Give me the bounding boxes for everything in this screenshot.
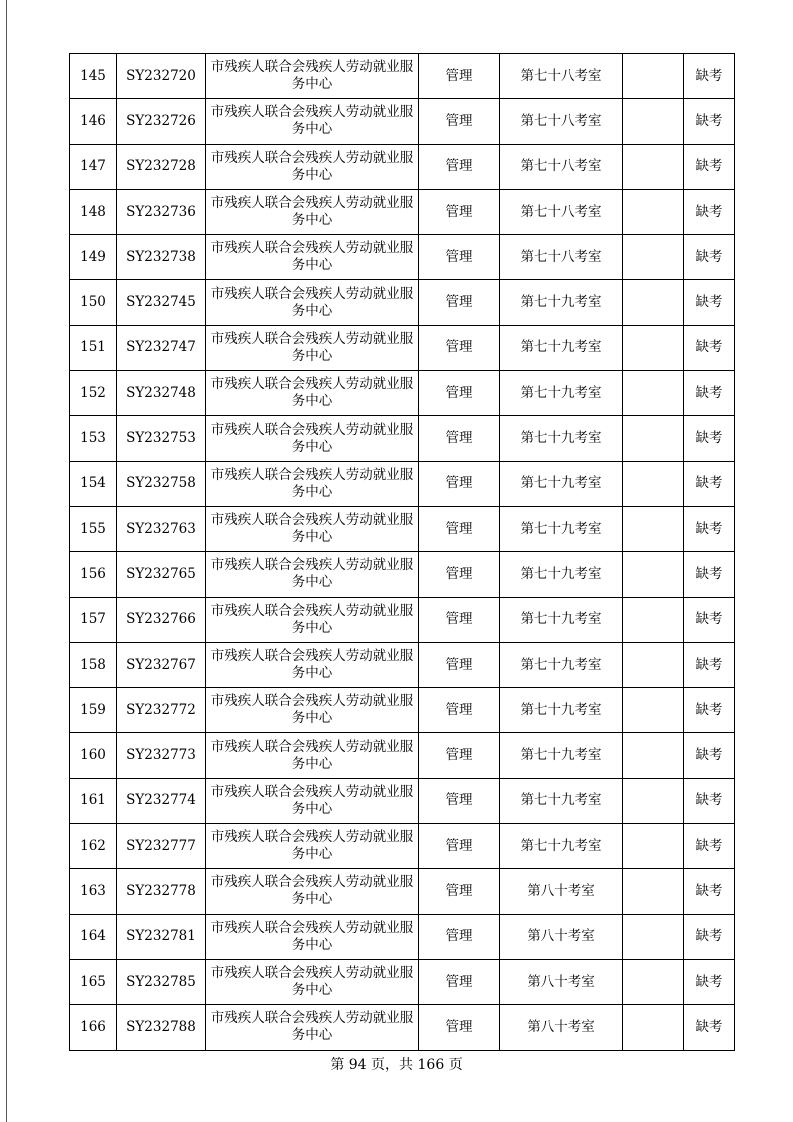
cell-unit: 市残疾人联合会残疾人劳动就业服务中心 [206,1005,419,1050]
cell-status: 缺考 [684,506,735,551]
cell-category: 管理 [419,688,500,733]
cell-exam-room: 第七十八考室 [500,54,623,99]
cell-score [623,914,684,959]
cell-candidate-id: SY232748 [117,371,206,416]
cell-candidate-id: SY232736 [117,189,206,234]
cell-candidate-id: SY232747 [117,325,206,370]
cell-candidate-id: SY232726 [117,99,206,144]
cell-score [623,280,684,325]
table-row [70,325,735,370]
cell-unit: 市残疾人联合会残疾人劳动就业服务中心 [206,778,419,823]
table-row [70,552,735,597]
cell-category: 管理 [419,959,500,1004]
cell-number: 157 [70,597,117,642]
cell-exam-room: 第八十考室 [500,914,623,959]
cell-score [623,416,684,461]
table-row [70,99,735,144]
cell-score [623,461,684,506]
cell-unit: 市残疾人联合会残疾人劳动就业服务中心 [206,371,419,416]
cell-exam-room: 第七十九考室 [500,824,623,869]
table-row [70,778,735,823]
cell-number: 145 [70,54,117,99]
table-row [70,144,735,189]
cell-category: 管理 [419,371,500,416]
cell-exam-room: 第七十九考室 [500,778,623,823]
cell-number: 153 [70,416,117,461]
cell-number: 152 [70,371,117,416]
cell-candidate-id: SY232778 [117,869,206,914]
table-row [70,54,735,99]
cell-exam-room: 第七十九考室 [500,733,623,778]
cell-category: 管理 [419,416,500,461]
cell-status: 缺考 [684,733,735,778]
cell-candidate-id: SY232781 [117,914,206,959]
cell-category: 管理 [419,869,500,914]
cell-candidate-id: SY232758 [117,461,206,506]
footer-suffix: 页 [448,1057,463,1073]
cell-number: 154 [70,461,117,506]
cell-status: 缺考 [684,461,735,506]
cell-unit: 市残疾人联合会残疾人劳动就业服务中心 [206,144,419,189]
cell-exam-room: 第八十考室 [500,869,623,914]
cell-number: 166 [70,1005,117,1050]
cell-exam-room: 第七十九考室 [500,461,623,506]
cell-number: 151 [70,325,117,370]
cell-number: 162 [70,824,117,869]
cell-number: 148 [70,189,117,234]
table-body [70,54,735,1051]
cell-number: 161 [70,778,117,823]
cell-category: 管理 [419,914,500,959]
cell-exam-room: 第七十九考室 [500,416,623,461]
cell-category: 管理 [419,506,500,551]
cell-exam-room: 第七十九考室 [500,688,623,733]
cell-category: 管理 [419,824,500,869]
cell-score [623,99,684,144]
cell-score [623,869,684,914]
cell-score [623,959,684,1004]
cell-candidate-id: SY232773 [117,733,206,778]
cell-status: 缺考 [684,280,735,325]
cell-status: 缺考 [684,914,735,959]
cell-unit: 市残疾人联合会残疾人劳动就业服务中心 [206,733,419,778]
cell-exam-room: 第七十八考室 [500,99,623,144]
cell-status: 缺考 [684,1005,735,1050]
cell-number: 158 [70,642,117,687]
cell-unit: 市残疾人联合会残疾人劳动就业服务中心 [206,416,419,461]
cell-category: 管理 [419,778,500,823]
cell-category: 管理 [419,325,500,370]
cell-status: 缺考 [684,552,735,597]
cell-number: 159 [70,688,117,733]
cell-candidate-id: SY232772 [117,688,206,733]
cell-score [623,54,684,99]
table-row [70,280,735,325]
footer-page-number: 94 [348,1057,367,1073]
cell-status: 缺考 [684,235,735,280]
cell-unit: 市残疾人联合会残疾人劳动就业服务中心 [206,959,419,1004]
cell-category: 管理 [419,642,500,687]
cell-score [623,778,684,823]
cell-status: 缺考 [684,869,735,914]
cell-number: 164 [70,914,117,959]
table-row [70,1005,735,1050]
cell-unit: 市残疾人联合会残疾人劳动就业服务中心 [206,235,419,280]
cell-unit: 市残疾人联合会残疾人劳动就业服务中心 [206,642,419,687]
cell-status: 缺考 [684,371,735,416]
footer-mid: 页，共 [371,1057,414,1073]
cell-unit: 市残疾人联合会残疾人劳动就业服务中心 [206,99,419,144]
cell-candidate-id: SY232765 [117,552,206,597]
table-row [70,642,735,687]
cell-exam-room: 第七十九考室 [500,597,623,642]
table-row [70,189,735,234]
footer-total-pages: 166 [417,1057,445,1073]
cell-number: 155 [70,506,117,551]
cell-candidate-id: SY232774 [117,778,206,823]
cell-candidate-id: SY232766 [117,597,206,642]
cell-score [623,552,684,597]
cell-candidate-id: SY232788 [117,1005,206,1050]
cell-number: 165 [70,959,117,1004]
cell-candidate-id: SY232720 [117,54,206,99]
cell-score [623,506,684,551]
cell-status: 缺考 [684,824,735,869]
cell-candidate-id: SY232777 [117,824,206,869]
cell-candidate-id: SY232763 [117,506,206,551]
cell-unit: 市残疾人联合会残疾人劳动就业服务中心 [206,189,419,234]
cell-number: 147 [70,144,117,189]
cell-unit: 市残疾人联合会残疾人劳动就业服务中心 [206,914,419,959]
table-row [70,506,735,551]
table-row [70,824,735,869]
cell-score [623,144,684,189]
cell-score [623,597,684,642]
cell-category: 管理 [419,99,500,144]
cell-status: 缺考 [684,54,735,99]
cell-candidate-id: SY232738 [117,235,206,280]
cell-number: 156 [70,552,117,597]
cell-candidate-id: SY232753 [117,416,206,461]
cell-status: 缺考 [684,959,735,1004]
cell-status: 缺考 [684,144,735,189]
cell-category: 管理 [419,461,500,506]
cell-number: 160 [70,733,117,778]
cell-status: 缺考 [684,99,735,144]
cell-number: 163 [70,869,117,914]
table-row [70,733,735,778]
cell-exam-room: 第七十九考室 [500,280,623,325]
table-row [70,416,735,461]
cell-candidate-id: SY232785 [117,959,206,1004]
cell-score [623,688,684,733]
cell-status: 缺考 [684,325,735,370]
cell-unit: 市残疾人联合会残疾人劳动就业服务中心 [206,688,419,733]
cell-unit: 市残疾人联合会残疾人劳动就业服务中心 [206,461,419,506]
cell-exam-room: 第八十考室 [500,959,623,1004]
results-table [69,53,735,1051]
cell-number: 149 [70,235,117,280]
cell-category: 管理 [419,597,500,642]
cell-score [623,325,684,370]
cell-unit: 市残疾人联合会残疾人劳动就业服务中心 [206,552,419,597]
cell-score [623,642,684,687]
table-row [70,235,735,280]
cell-unit: 市残疾人联合会残疾人劳动就业服务中心 [206,54,419,99]
cell-category: 管理 [419,144,500,189]
cell-candidate-id: SY232728 [117,144,206,189]
cell-exam-room: 第七十九考室 [500,642,623,687]
cell-number: 146 [70,99,117,144]
cell-category: 管理 [419,235,500,280]
table-row [70,959,735,1004]
page-edge-rule [6,0,7,1122]
cell-status: 缺考 [684,778,735,823]
cell-status: 缺考 [684,642,735,687]
table-row [70,597,735,642]
cell-exam-room: 第八十考室 [500,1005,623,1050]
table-row [70,461,735,506]
cell-exam-room: 第七十八考室 [500,189,623,234]
cell-exam-room: 第七十九考室 [500,325,623,370]
cell-unit: 市残疾人联合会残疾人劳动就业服务中心 [206,280,419,325]
cell-unit: 市残疾人联合会残疾人劳动就业服务中心 [206,325,419,370]
cell-exam-room: 第七十八考室 [500,235,623,280]
cell-score [623,371,684,416]
cell-category: 管理 [419,189,500,234]
cell-exam-room: 第七十九考室 [500,506,623,551]
cell-candidate-id: SY232745 [117,280,206,325]
page-footer [0,1056,793,1074]
cell-score [623,1005,684,1050]
cell-score [623,733,684,778]
table-row [70,688,735,733]
cell-score [623,235,684,280]
table-row [70,914,735,959]
cell-score [623,824,684,869]
cell-status: 缺考 [684,189,735,234]
footer-prefix: 第 [330,1057,345,1073]
cell-number: 150 [70,280,117,325]
cell-unit: 市残疾人联合会残疾人劳动就业服务中心 [206,824,419,869]
cell-candidate-id: SY232767 [117,642,206,687]
cell-unit: 市残疾人联合会残疾人劳动就业服务中心 [206,869,419,914]
cell-category: 管理 [419,280,500,325]
cell-unit: 市残疾人联合会残疾人劳动就业服务中心 [206,506,419,551]
cell-category: 管理 [419,54,500,99]
cell-exam-room: 第七十八考室 [500,144,623,189]
cell-status: 缺考 [684,688,735,733]
cell-status: 缺考 [684,597,735,642]
cell-status: 缺考 [684,416,735,461]
table-row [70,869,735,914]
cell-category: 管理 [419,1005,500,1050]
cell-category: 管理 [419,733,500,778]
table-row [70,371,735,416]
cell-score [623,189,684,234]
cell-exam-room: 第七十九考室 [500,371,623,416]
cell-unit: 市残疾人联合会残疾人劳动就业服务中心 [206,597,419,642]
cell-category: 管理 [419,552,500,597]
cell-exam-room: 第七十九考室 [500,552,623,597]
